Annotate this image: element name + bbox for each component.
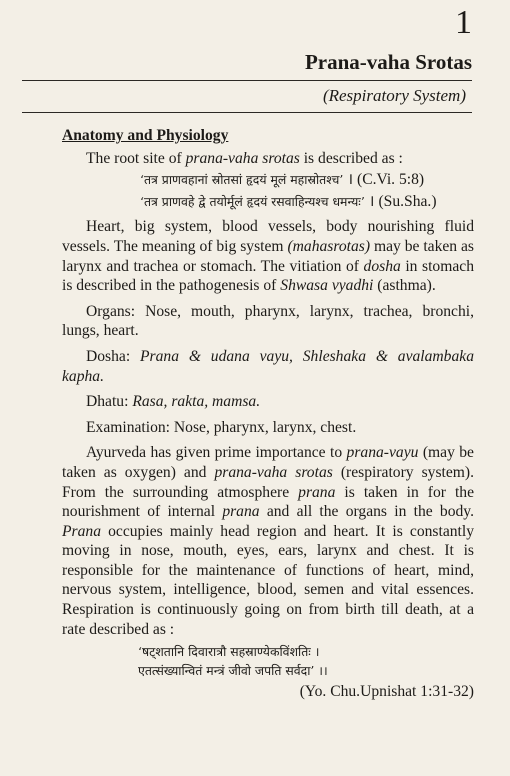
dosha-label: Dosha: <box>86 347 141 365</box>
verse-line-2: एतत्संख्यान्वितं मन्त्रं जीवो जपति सर्वदा’ ।। <box>138 663 328 679</box>
para1-text-c: in stomach is described in the pathogenesis of <box>62 257 474 295</box>
para2-t4: prana <box>222 503 260 521</box>
quote-sushruta-sanskrit: ‘तत्र प्राणवहे द्वे तयोर्मूलं हृदयं रसवाहिन्यश्च धमन्यः’ <box>140 193 365 209</box>
dosha-paragraph <box>62 347 474 386</box>
intro-paragraph <box>62 149 474 169</box>
chapter-rule <box>22 80 472 81</box>
subtitle-rule <box>22 112 472 113</box>
para2-s5: and all the organs in the body. <box>259 503 474 521</box>
intro-text-b: is described as : <box>299 149 403 167</box>
verse-source: (Yo. Chu.Upnishat 1:31-32) <box>299 683 474 701</box>
para2-s3: (respiratory system). From the surrounding atmosphere <box>62 463 475 501</box>
quote-sushruta-ref: । (Su.Sha.) <box>364 192 437 210</box>
para2-t2: prana-vaha srotas <box>214 463 333 481</box>
section-heading: Anatomy and Physiology <box>62 127 229 144</box>
quote-charaka-ref: । (C.Vi. 5:8) <box>343 171 425 189</box>
para2-t1: prana-vayu <box>346 444 419 462</box>
examination-paragraph: Examination: Nose, pharynx, larynx, chest. <box>86 418 357 436</box>
para2-t3: prana <box>298 483 336 501</box>
dosha-value: Prana & udana vayu, Shleshaka & avalambaka kapha. <box>62 347 474 385</box>
para2-s2: (may be taken as oxygen) and <box>62 444 474 481</box>
para2-s4: is taken in for the nourishment of internal <box>62 483 474 521</box>
chapter-title: Prana-vaha Srotas <box>304 50 472 74</box>
paragraph-prana <box>62 443 474 639</box>
verse-line-1: ‘षट्शतानि दिवारात्रौ सहस्राण्येकविंशतिः । <box>138 644 320 660</box>
para2-t5: Prana <box>62 522 101 540</box>
chapter-number: 1 <box>455 4 472 41</box>
chapter-subtitle: (Respiratory System) <box>322 86 466 105</box>
organs-paragraph: Organs: Nose, mouth, pharynx, larynx, trachea, bronchi, lungs, heart. <box>62 302 474 340</box>
para1-term-dosha: dosha <box>363 257 401 275</box>
quote-sushruta <box>62 192 474 212</box>
intro-term: prana-vaha srotas <box>185 149 300 167</box>
dhatu-value: Rasa, rakta, mamsa. <box>132 393 261 411</box>
para1-text-a: Heart, big system, blood vessels, body nourishing fluid vessels. The meaning of big system <box>62 218 474 255</box>
para1-term-shwasa: Shwasa vyadhi <box>280 277 374 295</box>
para2-s6: occupies mainly head region and heart. It is constantly moving in nose, mouth, eyes, ears, larynx and chest. It is responsible for the maintenance of functions of heart, mind, nervous system, intelligence, blood, semen and vital essences. Respiration is continuously going on from birth till death, at a rate described as : <box>62 522 474 638</box>
intro-text-a: The root site of <box>86 149 186 167</box>
dhatu-label: Dhatu: <box>86 393 133 411</box>
para2-s1: Ayurveda has given prime importance to <box>86 444 347 462</box>
paragraph-heart <box>62 217 474 295</box>
para1-text-d: (asthma). <box>373 277 436 295</box>
quote-charaka <box>62 170 474 190</box>
para1-text-b: may be taken as larynx and trachea or stomach. The vitiation of <box>62 237 474 275</box>
dhatu-paragraph <box>62 392 474 412</box>
page-content <box>62 126 474 702</box>
quote-charaka-sanskrit: ‘तत्र प्राणवहानां स्रोतसां हृदयं मूलं महास्रोतश्च’ <box>140 172 344 188</box>
para1-term-mahasrotas: (mahasrotas) <box>287 237 371 255</box>
